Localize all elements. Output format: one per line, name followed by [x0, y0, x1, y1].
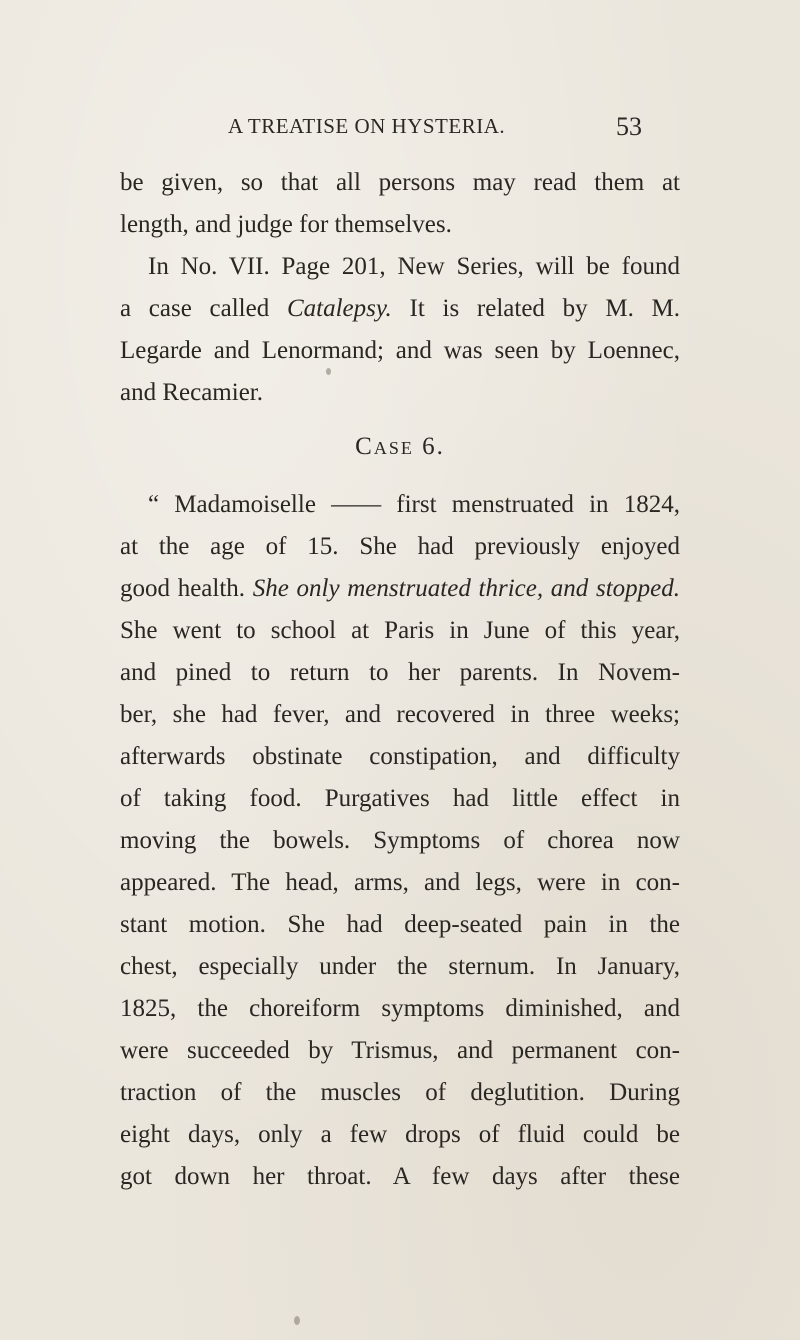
text-line: eight days, only a few drops of fluid could be: [120, 1121, 680, 1148]
italic-phrase: She only menstruated thrice, and stopped.: [252, 575, 681, 602]
text-line: 1825, the choreiform symptoms diminished, and: [120, 995, 680, 1022]
text-line: be given, so that all persons may read them at: [120, 169, 680, 196]
case-heading: Case 6.: [355, 433, 445, 460]
text-line: got down her throat. A few days after these: [120, 1163, 680, 1190]
text-line: “ Madamoiselle —— first menstruated in 1824,: [148, 491, 680, 518]
text-line: were succeeded by Trismus, and permanent con-: [120, 1037, 680, 1064]
text-line: and pined to return to her parents. In Novem-: [120, 659, 680, 686]
body-text: [120, 162, 680, 1198]
text-line: In No. VII. Page 201, New Series, will be found: [148, 253, 680, 280]
text-line: [120, 288, 680, 330]
text-span: It is related by M. M.: [409, 295, 681, 322]
text-line: length, and judge for themselves.: [120, 211, 452, 238]
text-line: stant motion. She had deep-seated pain in the: [120, 911, 680, 938]
text-line: She went to school at Paris in June of this year,: [120, 617, 680, 644]
page-number: 53: [616, 112, 642, 141]
text-line: moving the bowels. Symptoms of chorea now: [120, 827, 680, 854]
text-line: appeared. The head, arms, and legs, were in con-: [120, 869, 680, 896]
text-line: ber, she had fever, and recovered in three weeks;: [120, 701, 680, 728]
text-line: at the age of 15. She had previously enjoyed: [120, 533, 680, 560]
text-line: traction of the muscles of deglutition. During: [120, 1079, 680, 1106]
text-span: good health.: [120, 575, 246, 602]
running-header: [0, 112, 800, 148]
text-line: afterwards obstinate constipation, and difficulty: [120, 743, 680, 770]
text-line: [120, 568, 680, 610]
ink-speck: [326, 368, 331, 375]
text-span: a case called: [120, 295, 270, 322]
ink-speck: [294, 1316, 300, 1325]
text-line: chest, especially under the sternum. In January,: [120, 953, 680, 980]
running-title: A TREATISE ON HYSTERIA.: [228, 114, 506, 138]
text-line: Legarde and Lenormand; and was seen by Loennec,: [120, 337, 680, 364]
italic-term: Catalepsy.: [286, 295, 392, 322]
text-line: of taking food. Purgatives had little effect in: [120, 785, 680, 812]
text-line: and Recamier.: [120, 379, 263, 406]
